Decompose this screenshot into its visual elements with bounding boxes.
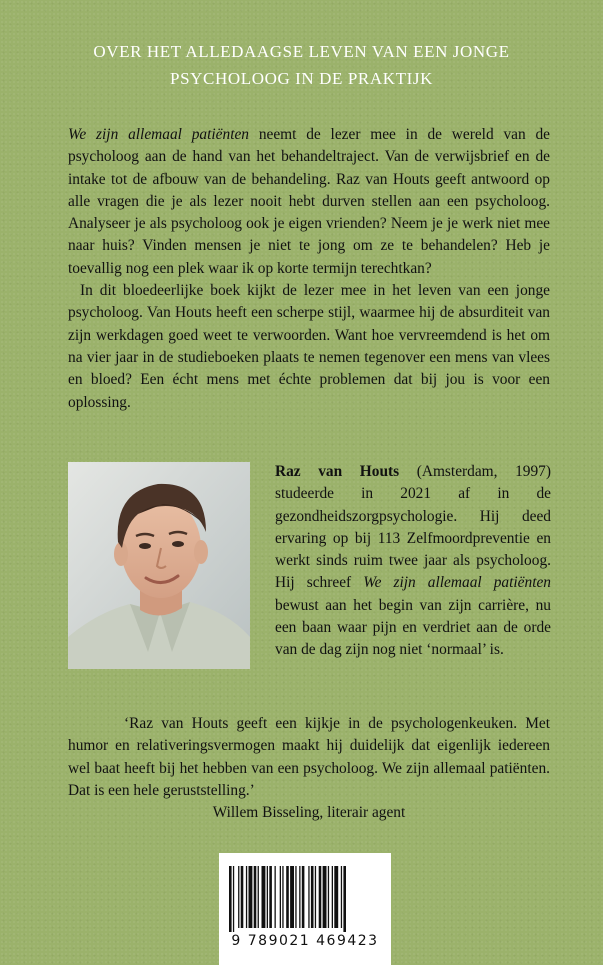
barcode-bar (246, 866, 247, 928)
barcode-bar (315, 866, 316, 928)
barcode-bar (290, 866, 294, 928)
barcode-bar (343, 866, 346, 932)
barcode-bar (241, 866, 244, 928)
barcode-bar (295, 866, 296, 928)
barcode-bar (269, 866, 272, 928)
barcode-bar (262, 866, 266, 928)
barcode-bar (286, 866, 289, 928)
isbn-number: 9 789021 469423 (231, 933, 379, 949)
cover-headline (0, 38, 603, 92)
barcode-bar (332, 866, 333, 928)
barcode (219, 853, 391, 965)
barcode-bar (267, 866, 268, 928)
author-photo (68, 462, 250, 669)
blurb-paragraph-1-text: neemt de lezer mee in de wereld van de psycholoog aan de hand van het behandeltraject. Van de verwijsbrief en de intake tot de afbouw van de behandeling. Raz van Houts geeft antwoord op alle vragen die je als lezer nooit hebt durven stellen aan een psycholoog. Analyseer je als psycholoog ook je eigen vrienden? Neem je je werk niet mee naar huis? Vinden mensen je niet te jong om ze te behandelen? Heb je toevallig nog een plek waar ik op korte termijn terechtkan? (68, 126, 550, 277)
barcode-bar (249, 866, 253, 928)
barcode-bar (280, 866, 281, 928)
blurb (68, 124, 550, 414)
bio-text-2: bewust aan het begin van zijn carrière, nu een baan waar pijn en verdriet aan de orde van de dag zijn nog niet ‘normaal’ is. (275, 596, 551, 659)
blurb-paragraph-1 (68, 124, 550, 280)
barcode-bar (258, 866, 259, 928)
barcode-bar (233, 866, 234, 932)
bio-book-title: We zijn allemaal patiënten (363, 574, 551, 592)
barcode-bar (334, 866, 338, 928)
bio-text-1: (Amsterdam, 1997) studeerde in 2021 af in de gezondheidszorgpsychologie. Hij deed ervaring op bij 113 Zelfmoordpreventie en werkt sinds ruim twee jaar als psycholoog. Hij schreef (275, 463, 551, 592)
barcode-bar (328, 866, 329, 928)
barcode-bar (323, 866, 327, 928)
barcode-bar (319, 866, 322, 928)
barcode-bar (311, 866, 314, 928)
barcode-bar (302, 866, 305, 928)
author-name: Raz van Houts (275, 463, 400, 480)
blurb-book-title: We zijn allemaal patiënten (68, 126, 250, 143)
headline-line-1: OVER HET ALLEDAAGSE LEVEN VAN EEN JONGE (93, 42, 510, 61)
quote-attribution: Willem Bisseling, literair agent (212, 804, 406, 822)
author-bio (275, 461, 551, 662)
headline-line-2: PSYCHOLOOG IN DE PRAKTIJK (170, 69, 433, 88)
quote-text: ‘Raz van Houts geeft een kijkje in de psychologenkeuken. Met humor en relativeringsvermogen maakt hij duidelijk dat eigenlijk iedereen wel baat heeft bij het hebben van een psycholoog. We zijn allemaal patiënten. Dat is een hele geruststelling.’ (68, 715, 550, 799)
barcode-bar (275, 866, 276, 928)
barcode-bar (254, 866, 257, 928)
barcode-bar (308, 866, 309, 928)
blurb-paragraph-2: In dit bloedeerlijke boek kijkt de lezer mee in het leven van een jonge psycholoog. Van Houts heeft een scherpe stijl, waarmee hij de absurditeit van zijn werkdagen goed weet te verwoorden. Want hoe vervreemdend is het om na vier jaar in de studieboeken plaats te nemen tegenover een mens van vlees en bloed? Een écht mens met échte problemen dat bij jou is voor een oplossing. (68, 282, 550, 411)
barcode-bar (282, 866, 283, 928)
barcode-bar (299, 866, 300, 928)
review-quote (68, 713, 550, 824)
barcode-bar (341, 866, 342, 928)
barcode-bar (229, 866, 232, 932)
barcode-bars (229, 866, 381, 932)
barcode-bar (238, 866, 239, 928)
